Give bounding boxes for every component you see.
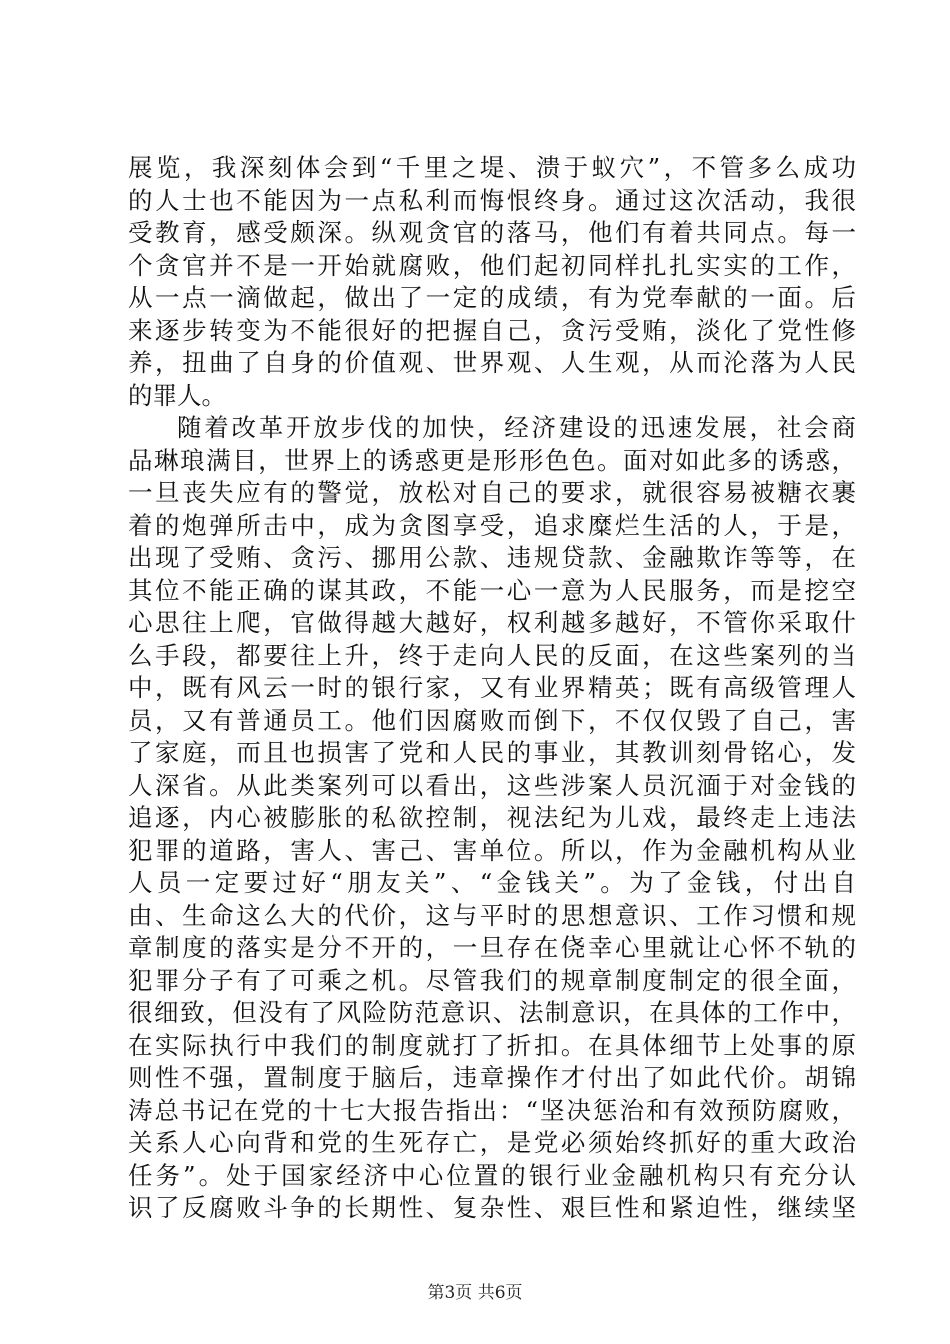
page-number-footer: 第3页 共6页 bbox=[427, 1283, 523, 1303]
text-line: 的罪人。 bbox=[128, 380, 226, 410]
text-line: 员，又有普通员工。他们因腐败而倒下，不仅仅毁了自己，害 bbox=[128, 705, 856, 735]
text-line: 识了反腐败斗争的长期性、复杂性、艰巨性和紧迫性，继续坚 bbox=[128, 1193, 856, 1222]
text-line: 养，扭曲了自身的价值观、世界观、人生观，从而沦落为人民 bbox=[128, 348, 856, 377]
text-line: 很细致，但没有了风险防范意识、法制意识，在具体的工作中， bbox=[128, 998, 856, 1027]
text-line: 从一点一滴做起，做出了一定的成绩，有为党奉献的一面。后 bbox=[128, 283, 856, 312]
text-line: 人员一定要过好“朋友关”、“金钱关”。为了金钱，付出自 bbox=[128, 868, 856, 897]
text-line: 出现了受贿、贪污、挪用公款、违规贷款、金融欺诈等等，在 bbox=[128, 543, 856, 572]
text-line: 涛总书记在党的十七大报告指出：“坚决惩治和有效预防腐败， bbox=[128, 1095, 856, 1125]
paragraph-first-line: 随着改革开放步伐的加快，经济建设的迅速发展，社会商 bbox=[177, 413, 856, 442]
text-line: 的人士也不能因为一点私利而悔恨终身。通过这次活动，我很 bbox=[128, 185, 856, 215]
text-line: 犯罪分子有了可乘之机。尽管我们的规章制度制定的很全面， bbox=[128, 965, 856, 995]
text-line: 追逐，内心被膨胀的私欲控制，视法纪为儿戏，最终走上违法 bbox=[128, 803, 856, 832]
text-line: 展览，我深刻体会到“千里之堤、溃于蚁穴”，不管多么成功 bbox=[128, 153, 856, 182]
text-line: 章制度的落实是分不开的，一旦存在侥幸心里就让心怀不轨的 bbox=[128, 933, 856, 962]
text-line: 犯罪的道路，害人、害己、害单位。所以，作为金融机构从业 bbox=[128, 835, 856, 865]
text-line: 来逐步转变为不能很好的把握自己，贪污受贿，淡化了党性修 bbox=[128, 315, 856, 345]
text-line: 着的炮弹所击中，成为贪图享受，追求糜烂生活的人，于是， bbox=[128, 510, 856, 540]
text-line: 了家庭，而且也损害了党和人民的事业，其教训刻骨铭心，发 bbox=[128, 738, 856, 767]
text-line: 人深省。从此类案列可以看出，这些涉案人员沉湎于对金钱的 bbox=[128, 770, 856, 800]
text-line: 品琳琅满目，世界上的诱惑更是形形色色。面对如此多的诱惑， bbox=[128, 445, 856, 475]
text-line: 在实际执行中我们的制度就打了折扣。在具体细节上处事的原 bbox=[128, 1030, 856, 1060]
text-line: 任务”。处于国家经济中心位置的银行业金融机构只有充分认 bbox=[128, 1160, 856, 1190]
text-line: 个贪官并不是一开始就腐败，他们起初同样扎扎实实的工作， bbox=[128, 250, 856, 280]
text-line: 心思往上爬，官做得越大越好，权利越多越好，不管你采取什 bbox=[128, 608, 856, 637]
text-line: 么手段，都要往上升，终于走向人民的反面，在这些案列的当 bbox=[128, 640, 856, 670]
text-line: 受教育，感受颇深。纵观贪官的落马，他们有着共同点。每一 bbox=[128, 218, 856, 247]
body-text bbox=[128, 152, 856, 1225]
text-line: 关系人心向背和党的生死存亡，是党必须始终抓好的重大政治 bbox=[128, 1128, 856, 1157]
text-line: 则性不强，置制度于脑后，违章操作才付出了如此代价。胡锦 bbox=[128, 1063, 856, 1092]
text-line: 中，既有风云一时的银行家，又有业界精英；既有高级管理人 bbox=[128, 673, 856, 702]
text-line: 一旦丧失应有的警觉，放松对自己的要求，就很容易被糖衣裹 bbox=[128, 478, 856, 507]
text-line: 其位不能正确的谋其政，不能一心一意为人民服务，而是挖空 bbox=[128, 575, 856, 605]
text-line: 由、生命这么大的代价，这与平时的思想意识、工作习惯和规 bbox=[128, 900, 856, 930]
